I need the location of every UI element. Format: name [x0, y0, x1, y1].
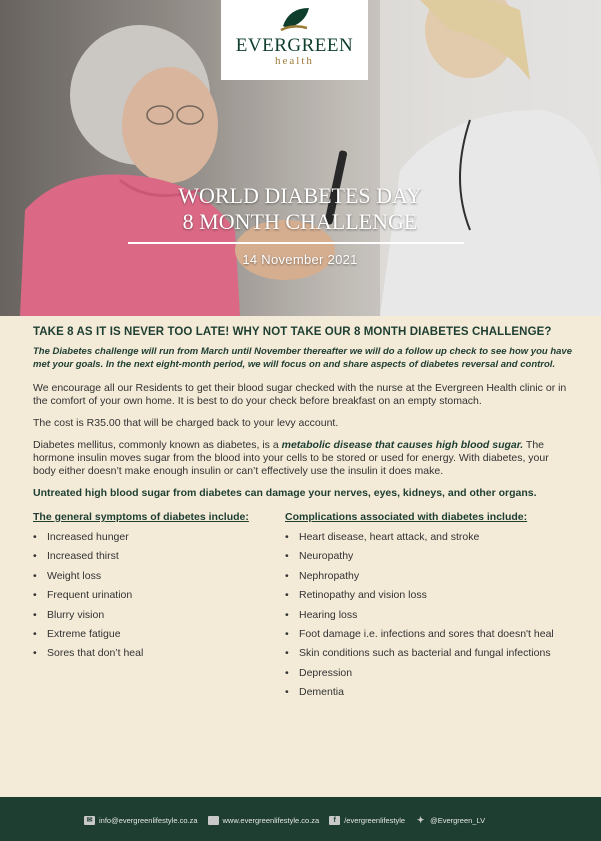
list-item: • Increased thirst	[33, 547, 273, 566]
hero-title-line-2: 8 MONTH CHALLENGE	[182, 209, 418, 234]
list-item: • Skin conditions such as bacterial and fungal infections	[285, 644, 585, 663]
hero-date: 14 November 2021	[242, 252, 358, 267]
list-item: • Retinopathy and vision loss	[285, 586, 585, 605]
list-item: • Blurry vision	[33, 606, 273, 625]
list-item: • Increased hunger	[33, 528, 273, 547]
list-item: • Foot damage i.e. infections and sores that doesn't heal	[285, 625, 585, 644]
complications-heading: Complications associated with diabetes include:	[285, 511, 528, 523]
twitter-icon: ✦	[416, 814, 425, 825]
hero-title-line-1: WORLD DIABETES DAY	[178, 183, 422, 208]
twitter-link[interactable]	[415, 816, 485, 825]
email-link[interactable]	[84, 816, 198, 825]
challenge-headline: TAKE 8 AS IT IS NEVER TOO LATE! WHY NOT TAKE OUR 8 MONTH DIABETES CHALLENGE?	[33, 326, 552, 338]
symptoms-column	[33, 511, 273, 664]
logo-subtitle: health	[275, 55, 314, 67]
list-item: • Hearing loss	[285, 606, 585, 625]
list-item: • Depression	[285, 664, 585, 683]
list-item: • Nephropathy	[285, 567, 585, 586]
footer-bar	[0, 797, 601, 841]
list-item: • Heart disease, heart attack, and stroke	[285, 528, 585, 547]
article-body	[33, 322, 573, 711]
evergreen-logo	[221, 0, 368, 80]
list-item: • Frequent urination	[33, 586, 273, 605]
symptoms-heading: The general symptoms of diabetes include:	[33, 511, 249, 523]
list-item: • Neuropathy	[285, 547, 585, 566]
list-item: • Dementia	[285, 683, 585, 702]
list-item: • Sores that don’t heal	[33, 644, 273, 663]
mail-icon: ✉	[84, 816, 95, 825]
warning-statement: Untreated high blood sugar from diabetes can damage your nerves, eyes, kidneys, and other organs.	[33, 487, 537, 499]
definition-emphasis: metabolic disease that causes high blood sugar.	[281, 439, 524, 451]
footer-contacts	[84, 813, 495, 827]
intro-paragraph: The Diabetes challenge will run from March until November thereafter we will do a follow up check to see how you have met your goals. In the next eight-month period, we will focus on and share aspects of diabetes reversal and control.	[33, 346, 572, 370]
blood-sugar-paragraph: We encourage all our Residents to get their blood sugar checked with the nurse at the Evergreen Health clinic or in the comfort of your own home. It is best to do your check before breakfast on an empty stomach.	[33, 382, 567, 407]
hero-banner	[0, 0, 601, 316]
facebook-text: /evergreenlifestyle	[344, 815, 406, 825]
leaf-logo-icon	[279, 4, 313, 34]
symptom-columns	[33, 511, 573, 711]
website-text: www.evergreenlifestyle.co.za	[222, 815, 320, 825]
logo-name: EVERGREEN	[235, 35, 354, 56]
complications-column	[285, 511, 585, 703]
hero-divider	[128, 242, 464, 244]
definition-start: Diabetes mellitus, commonly known as diabetes, is a	[33, 439, 282, 451]
email-text: info@evergreenlifestyle.co.za	[99, 815, 198, 825]
facebook-icon: f	[329, 816, 340, 825]
diabetes-definition-paragraph	[33, 439, 573, 478]
monitor-icon	[208, 816, 219, 825]
hero-title	[100, 183, 500, 235]
complications-list	[285, 528, 585, 703]
website-link[interactable]	[208, 816, 320, 825]
facebook-link[interactable]	[329, 816, 405, 825]
cost-paragraph: The cost is R35.00 that will be charged back to your levy account.	[33, 417, 339, 429]
twitter-text: @Evergreen_LV	[430, 815, 486, 825]
definition-end: The hormone insulin moves sugar from the blood into your cells to be stored or used for energy. With diabetes, your body either doesn’t make enough insulin or can’t effectively use the insulin it does make.	[33, 439, 549, 477]
list-item: • Weight loss	[33, 567, 273, 586]
symptoms-list	[33, 528, 273, 664]
list-item: • Extreme fatigue	[33, 625, 273, 644]
